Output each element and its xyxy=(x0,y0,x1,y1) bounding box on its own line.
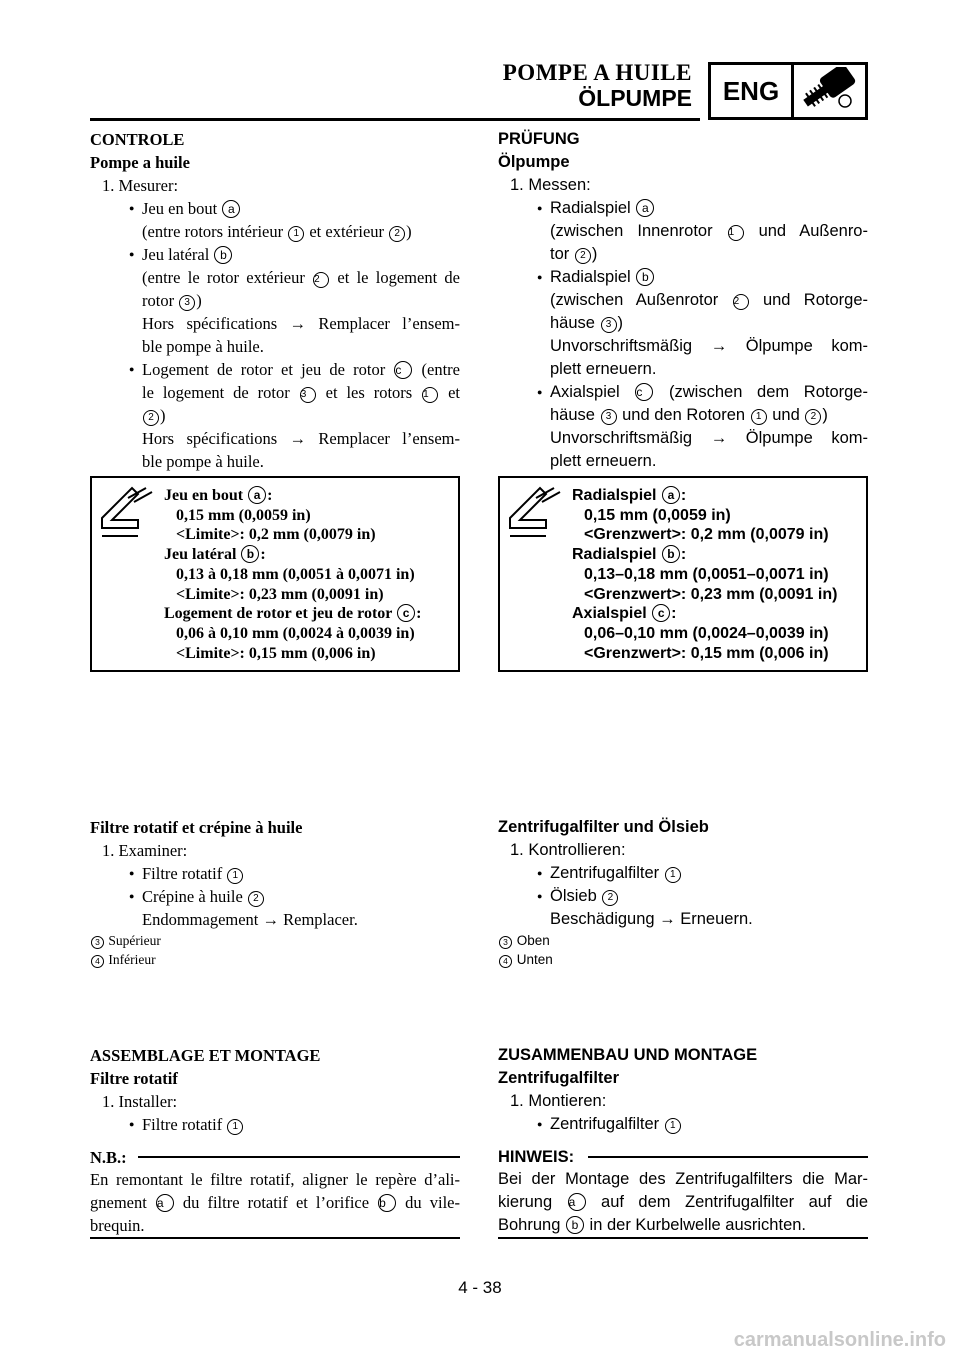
spec-box-fr: Jeu en bout a : 0,15 mm (0,0059 in) <Limite>: 0,2 mm (0,0079 in) Jeu latéral b : 0,13 à 0,18 mm (0,0051 à 0,0071 in) <Limite>: 0,23 mm (0,0091 in) Logement de rotor et jeu de rotor c : 0,06 à 0,10 mm (0,0024 à 0,0039 in) <Limite>: 0,15 mm (0,006 in) xyxy=(90,476,460,672)
list-item: ● Crépine à huile 2 xyxy=(90,885,460,908)
out-of-spec: Unvorschriftsmäßig → Ölpumpe kom- xyxy=(550,337,868,355)
section-heading: CONTROLE xyxy=(90,130,185,149)
out-of-spec: Hors spécifications → Remplacer l’ensem- xyxy=(142,314,460,333)
filter-heading: Filtre rotatif et crépine à huile xyxy=(90,818,303,837)
out-of-spec: Hors spécifications → Remplacer l’ensem- xyxy=(142,429,460,448)
engine-piston-icon xyxy=(794,65,865,117)
subsection-heading: Pompe a huile xyxy=(90,153,190,172)
note-end-rule xyxy=(498,1237,868,1239)
german-column xyxy=(498,128,868,473)
legend-item: 4 Unten xyxy=(498,950,868,969)
list-item-desc: (zwischen Innenrotor 1 und Außenro- xyxy=(550,222,868,240)
list-item: ● Radialspiel b xyxy=(498,266,868,289)
list-item-desc: (entre le rotor extérieur 2 et le logement de xyxy=(142,268,460,287)
out-of-spec: Unvorschriftsmäßig → Ölpumpe kom- xyxy=(550,429,868,447)
watermark: carmanualsonline.info xyxy=(733,1329,946,1351)
out-of-spec: ble pompe à huile. xyxy=(142,452,264,471)
assembly-heading: ZUSAMMENBAU UND MONTAGE xyxy=(498,1046,758,1064)
legend-item: 3 Oben xyxy=(498,931,868,950)
spec-box-de: Radialspiel a : 0,15 mm (0,0059 in) <Grenzwert>: 0,2 mm (0,0079 in) Radialspiel b : 0,13–0,18 mm (0,0051–0,0071 in) <Grenzwert>: 0,23 mm (0,0091 in) Axialspiel c : 0,06–0,10 mm (0,0024–0,0039 in) <Grenzwert>: 0,15 mm (0,006 in) xyxy=(498,476,868,672)
list-item-desc: tor 2 ) xyxy=(550,245,598,263)
eng-badge xyxy=(708,62,868,120)
caliper-icon xyxy=(506,484,564,542)
list-item-desc: le logement de rotor 3 et les rotors 1 et xyxy=(142,383,460,402)
step-measure: 1. Mesurer: xyxy=(102,176,179,195)
out-of-spec: plett erneuern. xyxy=(550,452,657,470)
list-item: ● Filtre rotatif 1 xyxy=(90,1113,460,1136)
list-item-desc: (zwischen Außenrotor 2 und Rotorge- xyxy=(550,291,868,309)
list-item: ● Jeu latéral b xyxy=(90,243,460,266)
list-item: ● Jeu en bout a xyxy=(90,197,460,220)
filter-heading: Zentrifugalfilter und Ölsieb xyxy=(498,818,709,836)
list-item: ● Logement de rotor et jeu de rotor c (entre xyxy=(90,358,460,381)
list-item-desc: häuse 3 ) xyxy=(550,314,624,332)
french-column xyxy=(90,128,460,473)
section-title-de: ÖLPUMPE xyxy=(578,85,692,111)
note-title: HINWEIS: xyxy=(498,1148,575,1166)
list-item: ● Ölsieb 2 xyxy=(498,885,868,908)
assembly-section-de: ZUSAMMENBAU UND MONTAGE Zentrifugalfilter 1. Montieren: ● Zentrifugalfilter 1 HINWEIS: Bei der Montage des Zentrifugalfilters die Mar- kierung a auf dem Zentrifugalfilter auf die Bohrung b in der Kurbelwelle ausrichten. xyxy=(498,1044,868,1237)
note-end-rule xyxy=(90,1237,460,1239)
subsection-heading: Ölpumpe xyxy=(498,153,570,171)
list-item: ● Radialspiel a xyxy=(498,197,868,220)
out-of-spec: ble pompe à huile. xyxy=(142,337,264,356)
note-rule xyxy=(138,1156,460,1158)
section-title-fr: POMPE A HUILE xyxy=(502,60,692,85)
list-item: ● Axialspiel c (zwischen dem Rotorge- xyxy=(498,381,868,404)
assembly-heading: ASSEMBLAGE ET MONTAGE xyxy=(90,1046,321,1065)
legend-item: 3 Supérieur xyxy=(90,931,460,950)
header-rule xyxy=(90,118,700,121)
out-of-spec: plett erneuern. xyxy=(550,360,657,378)
callout-a: a xyxy=(222,200,240,218)
caliper-icon xyxy=(98,484,156,542)
list-item-desc: rotor 3 ) xyxy=(142,291,202,310)
callout-b: b xyxy=(214,246,232,264)
legend-item: 4 Inférieur xyxy=(90,950,460,969)
list-item-desc: häuse 3 und den Rotoren 1 und 2 ) xyxy=(550,406,828,424)
step-measure: 1. Messen: xyxy=(510,176,591,194)
filter-section-fr: Filtre rotatif et crépine à huile 1. Examiner: ● Filtre rotatif 1 ● Crépine à huile 2 Endommagement → Remplacer. 3 Supérieur 4 Inférieur xyxy=(90,816,460,969)
list-item-desc: 2 ) xyxy=(90,404,460,427)
eng-label: ENG xyxy=(711,65,794,117)
assembly-section-fr: ASSEMBLAGE ET MONTAGE Filtre rotatif 1. Installer: ● Filtre rotatif 1 N.B.: En remontant le filtre rotatif, aligner le repère d’ali- gnement a du filtre rotatif et l’orifice b du vile- brequin. xyxy=(90,1044,460,1237)
list-item: ● Zentrifugalfilter 1 xyxy=(498,862,868,885)
list-item-desc: (entre rotors intérieur 1 et extérieur 2 ) xyxy=(142,222,412,241)
note-rule xyxy=(588,1156,868,1158)
page-number: 4 - 38 xyxy=(458,1278,502,1297)
note-title: N.B.: xyxy=(90,1148,127,1167)
callout-c: c xyxy=(394,361,412,379)
list-item: ● Filtre rotatif 1 xyxy=(90,862,460,885)
list-item: ● Zentrifugalfilter 1 xyxy=(498,1113,868,1136)
filter-section-de: Zentrifugalfilter und Ölsieb 1. Kontrollieren: ● Zentrifugalfilter 1 ● Ölsieb 2 Beschädigung → Erneuern. 3 Oben 4 Unten xyxy=(498,816,868,969)
section-heading: PRÜFUNG xyxy=(498,130,580,148)
